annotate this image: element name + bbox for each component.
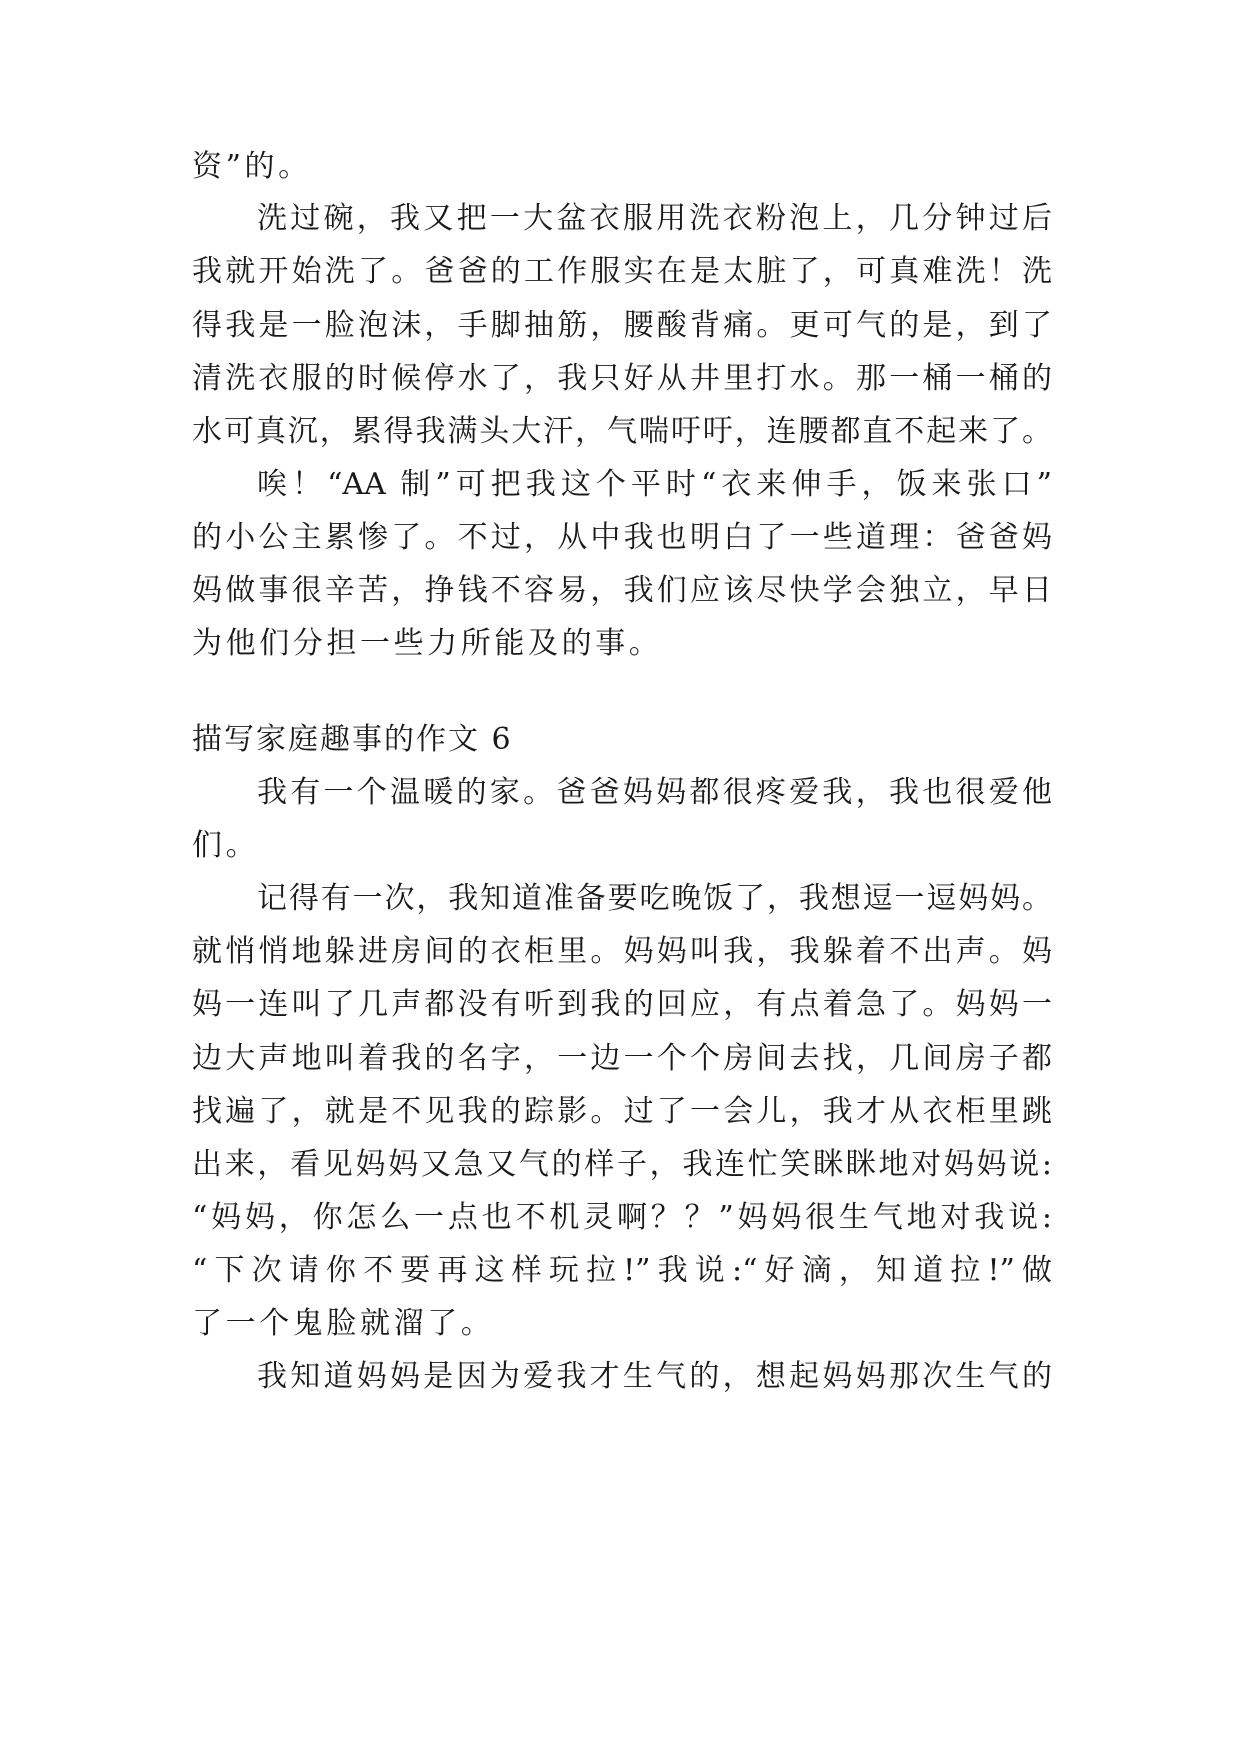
paragraph-line: 为他们分担一些力所能及的事。 — [192, 626, 663, 661]
paragraph-line: 我就开始洗了。爸爸的工作服实在是太脏了，可真难洗！洗 — [192, 254, 1052, 289]
paragraph-line: 得我是一脸泡沫，手脚抽筋，腰酸背痛。更可气的是，到了 — [192, 308, 1052, 343]
paragraph-line: “妈妈，你怎么一点也不机灵啊？？”妈妈很生气地对我说: — [192, 1200, 1052, 1235]
paragraph-line: 们。 — [192, 828, 260, 863]
paragraph-line: “下次请你不要再这样玩拉!”我说:“好滴，知道拉!”做 — [192, 1253, 1052, 1288]
paragraph-line: 边大声地叫着我的名字，一边一个个房间去找，几间房子都 — [192, 1041, 1052, 1076]
paragraph-line: 资”的。 — [192, 149, 312, 184]
paragraph-line: 唉！“AA 制”可把我这个平时“衣来伸手，饭来张口” — [257, 467, 1052, 502]
paragraph-line: 我知道妈妈是因为爱我才生气的，想起妈妈那次生气的 — [257, 1359, 1052, 1394]
paragraph-line: 我有一个温暖的家。爸爸妈妈都很疼爱我，我也很爱他 — [257, 775, 1052, 810]
paragraph-line: 就悄悄地躲进房间的衣柜里。妈妈叫我，我躲着不出声。妈 — [192, 934, 1052, 969]
paragraph-line: 洗过碗，我又把一大盆衣服用洗衣粉泡上，几分钟过后 — [257, 201, 1052, 236]
paragraph-line: 了一个鬼脸就溜了。 — [192, 1306, 495, 1341]
section-title: 描写家庭趣事的作文 6 — [192, 722, 513, 757]
paragraph-line: 水可真沉，累得我满头大汗，气喘吁吁，连腰都直不起来了。 — [192, 414, 1052, 449]
paragraph-line: 记得有一次，我知道准备要吃晚饭了，我想逗一逗妈妈。 — [257, 881, 1052, 916]
paragraph-line: 的小公主累惨了。不过，从中我也明白了一些道理：爸爸妈 — [192, 520, 1052, 555]
paragraph-line: 妈做事很辛苦，挣钱不容易，我们应该尽快学会独立，早日 — [192, 573, 1052, 608]
paragraph-line: 找遍了，就是不见我的踪影。过了一会儿，我才从衣柜里跳 — [192, 1094, 1052, 1129]
paragraph-line: 清洗衣服的时候停水了，我只好从井里打水。那一桶一桶的 — [192, 361, 1052, 396]
paragraph-line: 出来，看见妈妈又急又气的样子，我连忙笑眯眯地对妈妈说: — [192, 1147, 1052, 1182]
paragraph-line: 妈一连叫了几声都没有听到我的回应，有点着急了。妈妈一 — [192, 987, 1052, 1022]
